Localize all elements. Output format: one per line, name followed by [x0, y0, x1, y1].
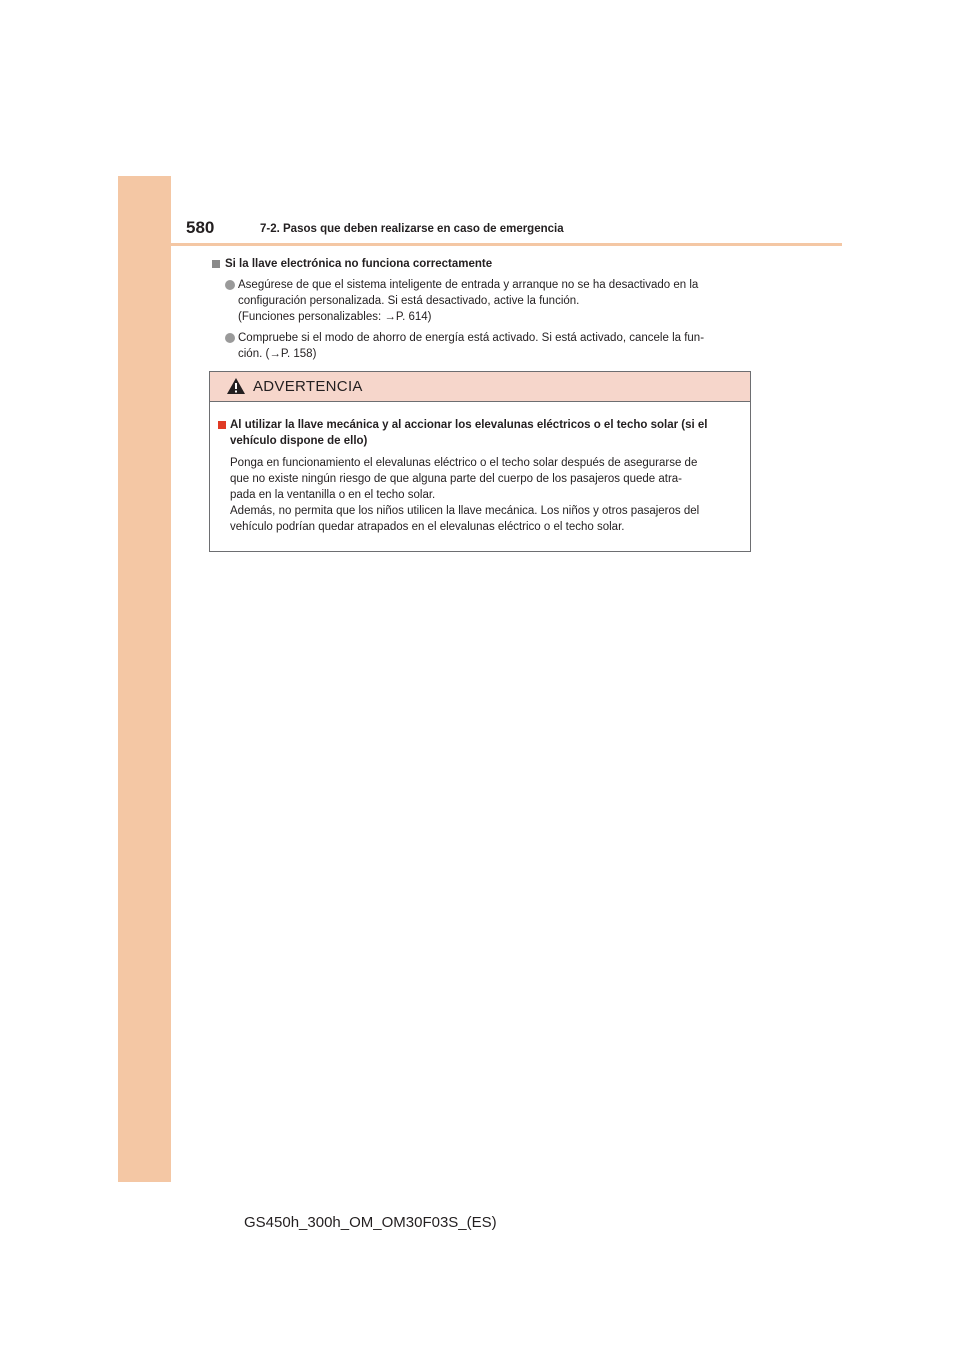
round-bullet-icon	[225, 333, 235, 343]
bullet-line: (Funciones personalizables: →P. 614)	[238, 311, 432, 323]
square-bullet-icon	[212, 260, 220, 268]
warning-body	[218, 417, 746, 535]
side-accent-band	[118, 176, 171, 1182]
warning-subheading	[218, 417, 746, 449]
section-title: 7-2. Pasos que deben realizarse en caso de emergencia	[260, 223, 564, 235]
warning-text-line: pada en la ventanilla o en el techo solar.	[230, 489, 436, 501]
warning-box	[209, 371, 751, 552]
warning-subheading-line: vehículo dispone de ello)	[230, 435, 368, 447]
section-subheading	[211, 256, 751, 272]
page-number: 580	[186, 218, 215, 237]
warning-text-line: que no existe ningún riesgo de que alguna parte del cuerpo de los pasajeros quede atra-	[230, 473, 683, 485]
warning-triangle-icon	[226, 377, 246, 395]
header-rule	[118, 243, 842, 246]
warning-title: ADVERTENCIA	[253, 378, 363, 395]
bullet-line: ción. (→P. 158)	[238, 348, 317, 360]
bullet-line: configuración personalizada. Si está desactivado, active la función.	[238, 295, 580, 307]
footer-model-code: GS450h_300h_OM_OM30F03S_(ES)	[244, 1214, 497, 1231]
warning-text-line: Ponga en funcionamiento el elevalunas eléctrico o el techo solar después de asegurarse de	[230, 457, 698, 469]
list-item	[211, 330, 751, 362]
warning-text-line: Además, no permita que los niños utilicen la llave mecánica. Los niños y otros pasajeros del	[230, 505, 700, 517]
warning-header	[210, 372, 750, 402]
round-bullet-icon	[225, 280, 235, 290]
warning-text-line: vehículo podrían quedar atrapados en el elevalunas eléctrico o el techo solar.	[230, 521, 625, 533]
warning-subheading-line: Al utilizar la llave mecánica y al accionar los elevalunas eléctricos o el techo solar (si el	[230, 419, 708, 431]
warning-text	[218, 455, 746, 535]
list-item	[211, 277, 751, 325]
bullet-line: Compruebe si el modo de ahorro de energía está activado. Si está activado, cancele la fun-	[238, 332, 705, 344]
section-subheading-text: Si la llave electrónica no funciona correctamente	[225, 258, 493, 270]
bullet-line: Asegúrese de que el sistema inteligente de entrada y arranque no se ha desactivado en la	[238, 279, 699, 291]
main-content	[211, 256, 751, 362]
page-header	[171, 212, 842, 244]
red-square-icon	[218, 421, 226, 429]
